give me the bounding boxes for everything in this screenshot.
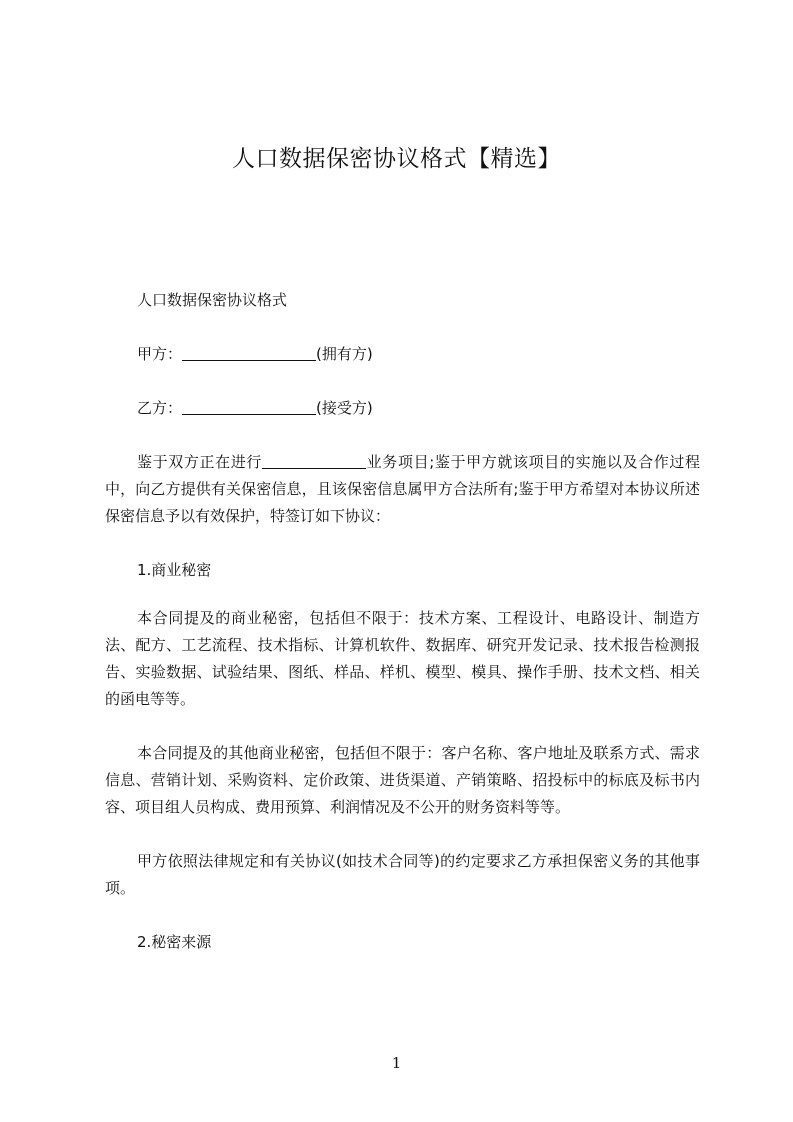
party-a-line (105, 341, 732, 368)
party-a-label: 甲方： (137, 345, 183, 363)
party-a-note: (拥有方) (316, 345, 373, 363)
document-subtitle: 人口数据保密协议格式 (137, 291, 288, 309)
party-b-line (105, 395, 732, 422)
preamble-after-blank: 业务项目;鉴于甲方就该项目的实施以及合作过程中，向乙方提供有关保密信息，且该保密信息属甲方合法所有;鉴于甲方希望对本协议所述保密信息予以有效保护，特签订如下协议： (105, 453, 700, 525)
section1-paragraph-2: 本合同提及的其他商业秘密，包括但不限于：客户名称、客户地址及联系方式、需求信息、营销计划、采购资料、定价政策、进货渠道、产销策略、招投标中的标底及标书内容、项目组人员构成、费用预算、利润情况及不公开的财务资料等等。 (105, 744, 700, 816)
party-b-label: 乙方： (137, 399, 183, 417)
section1-paragraph-3: 甲方依照法律规定和有关协议(如技术合同等)的约定要求乙方承担保密义务的其他事项。 (105, 852, 700, 897)
party-b-blank (182, 398, 316, 415)
preamble-before-blank: 鉴于双方正在进行 (137, 453, 263, 471)
page-number: 1 (391, 1054, 402, 1072)
document-title: 人口数据保密协议格式【精选】 (232, 146, 561, 172)
section1-paragraph-1: 本合同提及的商业秘密，包括但不限于：技术方案、工程设计、电路设计、制造方法、配方、工艺流程、技术指标、计算机软件、数据库、研究开发记录、技术报告检测报告、实验数据、试验结果、图纸、样品、样机、模型、模具、操作手册、技术文档、相关的函电等等。 (105, 609, 700, 708)
section1-heading: 1.商业秘密 (137, 561, 212, 579)
party-b-note: (接受方) (316, 399, 373, 417)
preamble-paragraph (105, 449, 700, 530)
section2-heading: 2.秘密来源 (137, 933, 212, 951)
project-name-blank (262, 452, 366, 469)
party-a-blank (182, 344, 316, 361)
